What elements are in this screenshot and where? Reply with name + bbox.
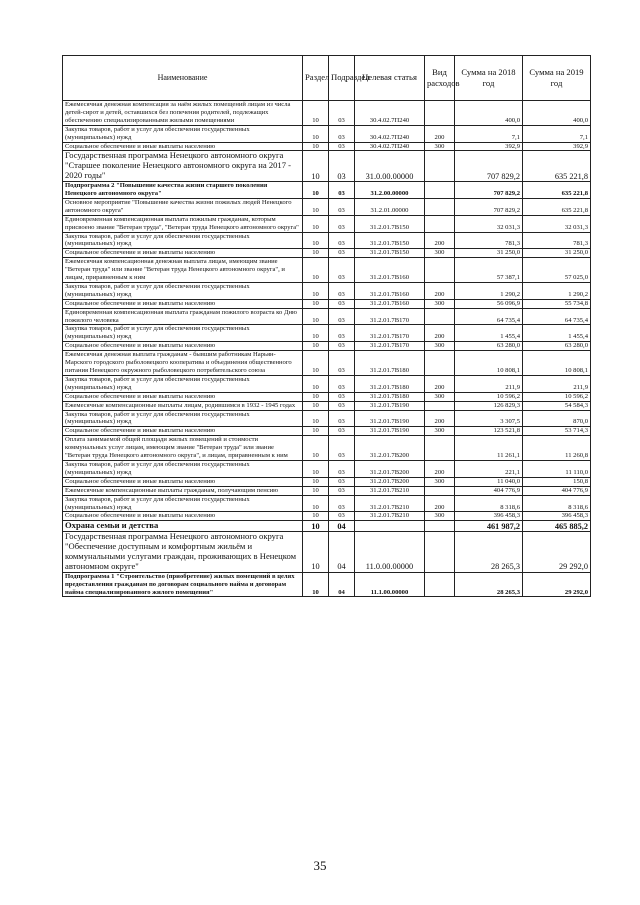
cell-razdel: 10 bbox=[303, 215, 329, 232]
cell-target: 31.2.01.7В180 bbox=[355, 375, 425, 392]
table-row bbox=[63, 299, 591, 308]
cell-sum-2019: 11 260,8 bbox=[523, 436, 591, 461]
cell-sum-2018: 392,9 bbox=[455, 142, 523, 151]
cell-vid bbox=[425, 215, 455, 232]
cell-name: Закупка товаров, работ и услуг для обеспечения государственных (муниципальных) нужд bbox=[63, 460, 303, 477]
table-row bbox=[63, 182, 591, 199]
cell-target: 31.2.01.7В160 bbox=[355, 258, 425, 283]
cell-razdel: 10 bbox=[303, 427, 329, 436]
cell-name: Государственная программа Ненецкого автономного округа "Старшее поколение Ненецкого автономного округа на 2017 - 2020 годы" bbox=[63, 151, 303, 182]
cell-razdel: 10 bbox=[303, 410, 329, 427]
cell-sum-2018: 28 265,3 bbox=[455, 572, 523, 597]
cell-target: 31.2.01.7В210 bbox=[355, 495, 425, 512]
cell-podrazdel: 03 bbox=[329, 410, 355, 427]
cell-vid: 300 bbox=[425, 249, 455, 258]
cell-vid: 300 bbox=[425, 342, 455, 351]
table-row bbox=[63, 486, 591, 495]
cell-podrazdel: 03 bbox=[329, 308, 355, 325]
cell-razdel: 10 bbox=[303, 436, 329, 461]
cell-vid: 200 bbox=[425, 232, 455, 249]
cell-sum-2018: 11 040,0 bbox=[455, 477, 523, 486]
table-row bbox=[63, 308, 591, 325]
table-row bbox=[63, 392, 591, 401]
cell-target: 31.2.01.7В170 bbox=[355, 325, 425, 342]
table-row bbox=[63, 477, 591, 486]
cell-name: Подпрограмма 1 "Строительство (приобретение) жилых помещений в целях предоставления гражданам по договорам социального найма и договорам найма специализированного жилого помещения" bbox=[63, 572, 303, 597]
header-sum-2019: Сумма на 2019 год bbox=[523, 56, 591, 101]
cell-razdel: 10 bbox=[303, 125, 329, 142]
cell-sum-2018: 396 458,3 bbox=[455, 512, 523, 521]
cell-sum-2019: 396 458,3 bbox=[523, 512, 591, 521]
table-row bbox=[63, 532, 591, 573]
cell-target: 31.2.01.00000 bbox=[355, 198, 425, 215]
cell-sum-2018: 1 455,4 bbox=[455, 325, 523, 342]
cell-podrazdel: 03 bbox=[329, 198, 355, 215]
cell-podrazdel: 03 bbox=[329, 232, 355, 249]
cell-vid: 200 bbox=[425, 325, 455, 342]
header-target: Целевая статья bbox=[355, 56, 425, 101]
table-row bbox=[63, 342, 591, 351]
cell-razdel: 10 bbox=[303, 521, 329, 532]
cell-target: 31.2.01.7В170 bbox=[355, 342, 425, 351]
cell-target: 30.4.02.7П240 bbox=[355, 101, 425, 126]
cell-vid: 200 bbox=[425, 495, 455, 512]
cell-target: 31.2.01.7В180 bbox=[355, 351, 425, 376]
cell-name: Закупка товаров, работ и услуг для обеспечения государственных (муниципальных) нужд bbox=[63, 232, 303, 249]
cell-podrazdel: 03 bbox=[329, 392, 355, 401]
cell-name: Ежемесячные компенсационные выплаты гражданам, получающим пенсию bbox=[63, 486, 303, 495]
cell-name: Ежемесячная компенсационная денежная выплата лицам, имеющим звание "Ветеран труда" или звание "Ветеран труда Ненецкого автономного округа", и лицам, приравненным к ним bbox=[63, 258, 303, 283]
table-row bbox=[63, 460, 591, 477]
cell-name: Государственная программа Ненецкого автономного округа "Обеспечение доступным и комфортным жильём и коммунальными услугами граждан, проживающих в Ненецком автономном округе" bbox=[63, 532, 303, 573]
cell-sum-2018: 1 290,2 bbox=[455, 282, 523, 299]
cell-podrazdel: 03 bbox=[329, 125, 355, 142]
cell-sum-2018: 211,9 bbox=[455, 375, 523, 392]
cell-sum-2019: 465 885,2 bbox=[523, 521, 591, 532]
cell-sum-2018: 63 280,0 bbox=[455, 342, 523, 351]
cell-podrazdel: 03 bbox=[329, 101, 355, 126]
header-name: Наименование bbox=[63, 56, 303, 101]
cell-sum-2019: 635 221,8 bbox=[523, 151, 591, 182]
cell-sum-2019: 63 280,0 bbox=[523, 342, 591, 351]
cell-target: 31.2.01.7В160 bbox=[355, 299, 425, 308]
cell-podrazdel: 04 bbox=[329, 532, 355, 573]
cell-name: Социальное обеспечение и иные выплаты населению bbox=[63, 427, 303, 436]
cell-razdel: 10 bbox=[303, 572, 329, 597]
cell-podrazdel: 03 bbox=[329, 512, 355, 521]
cell-razdel: 10 bbox=[303, 512, 329, 521]
cell-name: Социальное обеспечение и иные выплаты населению bbox=[63, 512, 303, 521]
table-row bbox=[63, 375, 591, 392]
cell-sum-2018: 11 261,1 bbox=[455, 436, 523, 461]
cell-razdel: 10 bbox=[303, 101, 329, 126]
cell-name: Закупка товаров, работ и услуг для обеспечения государственных (муниципальных) нужд bbox=[63, 495, 303, 512]
cell-target: 31.2.01.7В170 bbox=[355, 308, 425, 325]
cell-sum-2018: 64 735,4 bbox=[455, 308, 523, 325]
cell-vid: 300 bbox=[425, 427, 455, 436]
table-row bbox=[63, 495, 591, 512]
cell-sum-2019: 635 221,8 bbox=[523, 182, 591, 199]
cell-sum-2018: 707 829,2 bbox=[455, 182, 523, 199]
table-row bbox=[63, 258, 591, 283]
cell-sum-2018: 221,1 bbox=[455, 460, 523, 477]
page-number: 35 bbox=[313, 858, 327, 873]
cell-sum-2019: 392,9 bbox=[523, 142, 591, 151]
cell-sum-2018: 57 387,1 bbox=[455, 258, 523, 283]
cell-sum-2019: 31 250,0 bbox=[523, 249, 591, 258]
cell-sum-2018: 56 096,9 bbox=[455, 299, 523, 308]
table-row bbox=[63, 521, 591, 532]
cell-razdel: 10 bbox=[303, 232, 329, 249]
cell-name: Социальное обеспечение и иные выплаты населению bbox=[63, 249, 303, 258]
cell-podrazdel: 03 bbox=[329, 342, 355, 351]
cell-target: 30.4.02.7П240 bbox=[355, 142, 425, 151]
cell-sum-2019: 870,0 bbox=[523, 410, 591, 427]
cell-razdel: 10 bbox=[303, 375, 329, 392]
cell-vid bbox=[425, 436, 455, 461]
header-podrazdel: Подраздел bbox=[329, 56, 355, 101]
cell-razdel: 10 bbox=[303, 325, 329, 342]
cell-target: 31.2.01.7В190 bbox=[355, 427, 425, 436]
cell-vid bbox=[425, 182, 455, 199]
cell-podrazdel: 03 bbox=[329, 282, 355, 299]
cell-razdel: 10 bbox=[303, 460, 329, 477]
cell-sum-2019: 29 292,0 bbox=[523, 572, 591, 597]
table-row bbox=[63, 198, 591, 215]
cell-target: 31.2.01.7В190 bbox=[355, 401, 425, 410]
cell-podrazdel: 04 bbox=[329, 572, 355, 597]
cell-razdel: 10 bbox=[303, 282, 329, 299]
cell-vid bbox=[425, 101, 455, 126]
cell-sum-2019: 1 290,2 bbox=[523, 282, 591, 299]
cell-podrazdel: 03 bbox=[329, 486, 355, 495]
cell-sum-2018: 31 250,0 bbox=[455, 249, 523, 258]
cell-sum-2019: 400,0 bbox=[523, 101, 591, 126]
cell-sum-2019: 32 031,3 bbox=[523, 215, 591, 232]
cell-sum-2019: 635 221,8 bbox=[523, 198, 591, 215]
cell-podrazdel: 03 bbox=[329, 249, 355, 258]
cell-podrazdel: 03 bbox=[329, 401, 355, 410]
cell-podrazdel: 03 bbox=[329, 427, 355, 436]
cell-vid bbox=[425, 401, 455, 410]
cell-sum-2018: 400,0 bbox=[455, 101, 523, 126]
cell-name: Социальное обеспечение и иные выплаты населению bbox=[63, 299, 303, 308]
cell-vid bbox=[425, 521, 455, 532]
cell-podrazdel: 03 bbox=[329, 436, 355, 461]
cell-name: Социальное обеспечение и иные выплаты населению bbox=[63, 392, 303, 401]
cell-sum-2018: 707 829,2 bbox=[455, 198, 523, 215]
cell-razdel: 10 bbox=[303, 392, 329, 401]
cell-razdel: 10 bbox=[303, 182, 329, 199]
cell-razdel: 10 bbox=[303, 532, 329, 573]
header-sum-2018: Сумма на 2018 год bbox=[455, 56, 523, 101]
cell-vid: 200 bbox=[425, 375, 455, 392]
table-row bbox=[63, 401, 591, 410]
table-row bbox=[63, 125, 591, 142]
cell-vid: 200 bbox=[425, 410, 455, 427]
cell-sum-2019: 54 584,3 bbox=[523, 401, 591, 410]
cell-target: 31.2.01.7В150 bbox=[355, 249, 425, 258]
cell-vid: 300 bbox=[425, 392, 455, 401]
cell-name: Единовременная компенсационная выплата пожилым гражданам, которым присвоено звание "Ветеран труда", "Ветеран труда Ненецкого автономного округа" bbox=[63, 215, 303, 232]
table-row bbox=[63, 215, 591, 232]
cell-podrazdel: 04 bbox=[329, 521, 355, 532]
cell-podrazdel: 03 bbox=[329, 215, 355, 232]
table-row bbox=[63, 101, 591, 126]
cell-target: 31.0.00.00000 bbox=[355, 151, 425, 182]
table-row bbox=[63, 282, 591, 299]
cell-sum-2019: 404 776,9 bbox=[523, 486, 591, 495]
cell-name: Закупка товаров, работ и услуг для обеспечения государственных (муниципальных) нужд bbox=[63, 282, 303, 299]
cell-target: 31.2.01.7В210 bbox=[355, 486, 425, 495]
cell-target: 31.2.01.7В190 bbox=[355, 410, 425, 427]
cell-sum-2018: 461 987,2 bbox=[455, 521, 523, 532]
cell-razdel: 10 bbox=[303, 151, 329, 182]
cell-razdel: 10 bbox=[303, 249, 329, 258]
cell-sum-2019: 1 455,4 bbox=[523, 325, 591, 342]
cell-target: 31.2.00.00000 bbox=[355, 182, 425, 199]
cell-name: Основное мероприятие "Повышение качества жизни пожилых людей Ненецкого автономного округа" bbox=[63, 198, 303, 215]
cell-razdel: 10 bbox=[303, 351, 329, 376]
cell-sum-2019: 10 596,2 bbox=[523, 392, 591, 401]
cell-sum-2018: 7,1 bbox=[455, 125, 523, 142]
cell-name: Закупка товаров, работ и услуг для обеспечения государственных (муниципальных) нужд bbox=[63, 325, 303, 342]
cell-razdel: 10 bbox=[303, 486, 329, 495]
table-row bbox=[63, 427, 591, 436]
cell-target: 11.0.00.00000 bbox=[355, 532, 425, 573]
cell-razdel: 10 bbox=[303, 342, 329, 351]
cell-vid bbox=[425, 151, 455, 182]
cell-sum-2018: 28 265,3 bbox=[455, 532, 523, 573]
cell-sum-2019: 211,9 bbox=[523, 375, 591, 392]
cell-razdel: 10 bbox=[303, 401, 329, 410]
cell-sum-2019: 7,1 bbox=[523, 125, 591, 142]
cell-podrazdel: 03 bbox=[329, 258, 355, 283]
cell-razdel: 10 bbox=[303, 142, 329, 151]
table-row bbox=[63, 436, 591, 461]
cell-target: 31.2.01.7В150 bbox=[355, 215, 425, 232]
cell-razdel: 10 bbox=[303, 308, 329, 325]
cell-vid bbox=[425, 486, 455, 495]
cell-sum-2019: 64 735,4 bbox=[523, 308, 591, 325]
header-vid: Вид расходов bbox=[425, 56, 455, 101]
cell-target: 31.2.01.7В200 bbox=[355, 460, 425, 477]
cell-sum-2019: 53 714,3 bbox=[523, 427, 591, 436]
cell-vid bbox=[425, 258, 455, 283]
cell-podrazdel: 03 bbox=[329, 460, 355, 477]
cell-sum-2019: 10 808,1 bbox=[523, 351, 591, 376]
cell-sum-2019: 150,8 bbox=[523, 477, 591, 486]
cell-podrazdel: 03 bbox=[329, 325, 355, 342]
cell-vid: 300 bbox=[425, 142, 455, 151]
cell-target: 31.2.01.7В150 bbox=[355, 232, 425, 249]
cell-razdel: 10 bbox=[303, 495, 329, 512]
budget-table bbox=[62, 55, 591, 597]
cell-sum-2018: 3 307,5 bbox=[455, 410, 523, 427]
cell-podrazdel: 03 bbox=[329, 142, 355, 151]
cell-podrazdel: 03 bbox=[329, 182, 355, 199]
table-header-row bbox=[63, 56, 591, 101]
cell-sum-2019: 8 318,6 bbox=[523, 495, 591, 512]
table-row bbox=[63, 572, 591, 597]
cell-target: 30.4.02.7П240 bbox=[355, 125, 425, 142]
cell-name: Социальное обеспечение и иные выплаты населению bbox=[63, 477, 303, 486]
cell-razdel: 10 bbox=[303, 299, 329, 308]
cell-vid bbox=[425, 198, 455, 215]
cell-target bbox=[355, 521, 425, 532]
cell-name: Социальное обеспечение и иные выплаты населению bbox=[63, 142, 303, 151]
cell-target: 31.2.01.7В200 bbox=[355, 477, 425, 486]
cell-target: 11.1.00.00000 bbox=[355, 572, 425, 597]
cell-razdel: 10 bbox=[303, 258, 329, 283]
cell-target: 31.2.01.7В180 bbox=[355, 392, 425, 401]
cell-sum-2018: 10 596,2 bbox=[455, 392, 523, 401]
cell-podrazdel: 03 bbox=[329, 495, 355, 512]
cell-vid: 200 bbox=[425, 460, 455, 477]
cell-podrazdel: 03 bbox=[329, 151, 355, 182]
cell-name: Закупка товаров, работ и услуг для обеспечения государственных (муниципальных) нужд bbox=[63, 410, 303, 427]
cell-target: 31.2.01.7В200 bbox=[355, 436, 425, 461]
cell-vid bbox=[425, 308, 455, 325]
cell-podrazdel: 03 bbox=[329, 299, 355, 308]
cell-name: Социальное обеспечение и иные выплаты населению bbox=[63, 342, 303, 351]
table-row bbox=[63, 351, 591, 376]
header-razdel: Раздел bbox=[303, 56, 329, 101]
cell-name: Оплата занимаемой общей площади жилых помещений и стоимости коммунальных услуг лицам, имеющим звание "Ветеран труда" или звание "Ветеран труда Ненецкого автономного округа", и лицам, приравненным к ним bbox=[63, 436, 303, 461]
cell-sum-2018: 32 031,3 bbox=[455, 215, 523, 232]
cell-vid: 200 bbox=[425, 282, 455, 299]
cell-vid bbox=[425, 351, 455, 376]
table-row bbox=[63, 325, 591, 342]
table-row bbox=[63, 249, 591, 258]
cell-vid: 300 bbox=[425, 512, 455, 521]
cell-podrazdel: 03 bbox=[329, 375, 355, 392]
cell-sum-2018: 781,3 bbox=[455, 232, 523, 249]
cell-vid: 300 bbox=[425, 299, 455, 308]
table-row bbox=[63, 151, 591, 182]
cell-razdel: 10 bbox=[303, 477, 329, 486]
cell-sum-2018: 10 808,1 bbox=[455, 351, 523, 376]
cell-sum-2018: 126 829,3 bbox=[455, 401, 523, 410]
cell-vid bbox=[425, 532, 455, 573]
cell-sum-2018: 123 521,8 bbox=[455, 427, 523, 436]
cell-sum-2019: 55 734,8 bbox=[523, 299, 591, 308]
cell-podrazdel: 03 bbox=[329, 477, 355, 486]
cell-sum-2018: 8 318,6 bbox=[455, 495, 523, 512]
cell-vid: 300 bbox=[425, 477, 455, 486]
cell-target: 31.2.01.7В210 bbox=[355, 512, 425, 521]
cell-sum-2019: 781,3 bbox=[523, 232, 591, 249]
cell-name: Подпрограмма 2 "Повышение качества жизни старшего поколения Ненецкого автономного округа" bbox=[63, 182, 303, 199]
cell-vid bbox=[425, 572, 455, 597]
cell-podrazdel: 03 bbox=[329, 351, 355, 376]
table-row bbox=[63, 232, 591, 249]
cell-name: Единовременная компенсационная выплата гражданам пожилого возраста ко Дню пожилого человека bbox=[63, 308, 303, 325]
cell-name: Ежемесячная денежная компенсация за наём жилых помещений лицам из числа детей-сирот и детей, оставшихся без попечения родителей, подлежащих обеспечению специализированными жилыми помещениями bbox=[63, 101, 303, 126]
cell-vid: 200 bbox=[425, 125, 455, 142]
table-body bbox=[63, 101, 591, 597]
budget-table-wrapper bbox=[62, 55, 590, 597]
cell-sum-2018: 404 776,9 bbox=[455, 486, 523, 495]
table-row bbox=[63, 410, 591, 427]
cell-name: Ежемесячная денежная выплата гражданам - бывшим работникам Нарьян-Марского городского рыболовецкого кооператива и объединения общественного питания Ненецкого окружного рыболовецкого потребительского союза bbox=[63, 351, 303, 376]
cell-name: Ежемесячные компенсационные выплаты лицам, родившимся в 1932 - 1945 годах bbox=[63, 401, 303, 410]
cell-target: 31.2.01.7В160 bbox=[355, 282, 425, 299]
cell-name: Охрана семьи и детства bbox=[63, 521, 303, 532]
cell-sum-2019: 11 110,0 bbox=[523, 460, 591, 477]
cell-sum-2019: 29 292,0 bbox=[523, 532, 591, 573]
cell-sum-2018: 707 829,2 bbox=[455, 151, 523, 182]
cell-name: Закупка товаров, работ и услуг для обеспечения государственных (муниципальных) нужд bbox=[63, 125, 303, 142]
cell-name: Закупка товаров, работ и услуг для обеспечения государственных (муниципальных) нужд bbox=[63, 375, 303, 392]
cell-sum-2019: 57 025,0 bbox=[523, 258, 591, 283]
cell-razdel: 10 bbox=[303, 198, 329, 215]
